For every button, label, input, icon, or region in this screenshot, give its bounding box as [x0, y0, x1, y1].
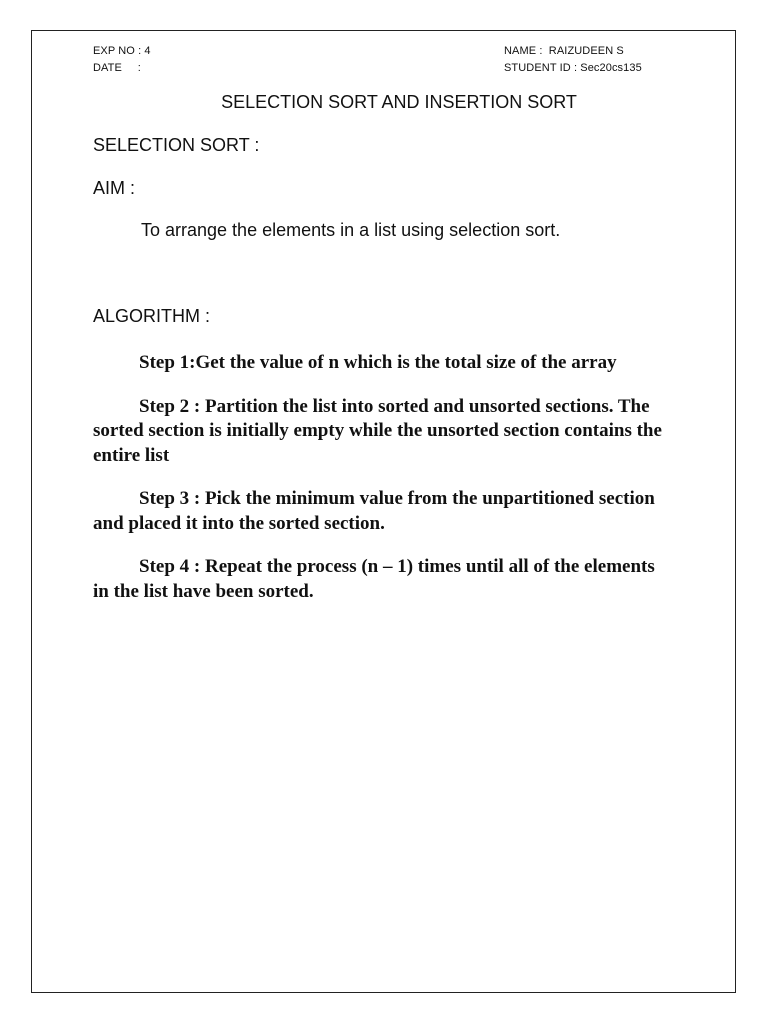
header-right [504, 43, 642, 77]
document-title: SELECTION SORT AND INSERTION SORT [221, 92, 577, 112]
step-2: Step 2 : Partition the list into sorted and unsorted sections. The sorted section is initially empty while the unsorted section contains the entire list [93, 395, 662, 466]
student-id: STUDENT ID : Sec20cs135 [504, 62, 642, 74]
selection-sort-heading: SELECTION SORT : [93, 135, 260, 155]
step-3: Step 3 : Pick the minimum value from the unpartitioned section and placed it into the sorted section. [93, 488, 655, 534]
header-left [93, 43, 151, 77]
exp-no: EXP NO : 4 [93, 45, 151, 57]
step-1: Step 1:Get the value of n which is the total size of the array [139, 352, 617, 373]
date: DATE : [93, 62, 141, 74]
algorithm-heading: ALGORITHM : [93, 306, 211, 326]
algorithm-steps [93, 351, 673, 623]
student-name: NAME : RAIZUDEEN S [504, 45, 624, 57]
step-4: Step 4 : Repeat the process (n – 1) times until all of the elements in the list have been sorted. [93, 556, 655, 602]
aim-heading: AIM : [93, 178, 136, 198]
aim-text: To arrange the elements in a list using selection sort. [141, 220, 561, 240]
